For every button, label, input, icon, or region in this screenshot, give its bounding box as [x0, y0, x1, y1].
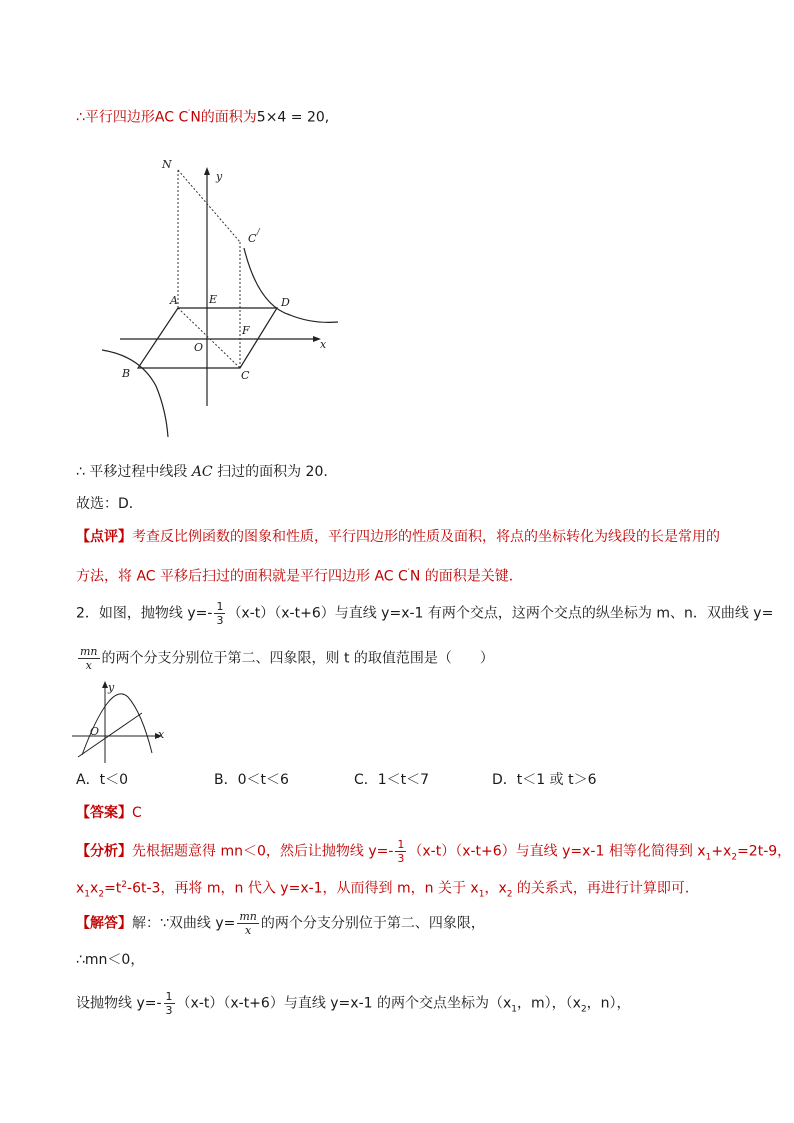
answer-tag: 【答案】: [76, 805, 132, 821]
choice-statement: 故选：D．: [76, 496, 143, 512]
prime: ′: [188, 109, 191, 119]
text: （x-t）（x-t+6）与直线 y=x-1 有两个交点，这两个交点的纵坐标为 m、n．双曲线 y=: [227, 605, 774, 622]
label-y: y: [108, 681, 115, 694]
comment-tag: 【点评】: [76, 529, 132, 545]
answer-value: C: [132, 805, 142, 821]
hyperbola-branch-2: [102, 350, 168, 437]
option-D[interactable]: D．t＜1 或 t＞6: [492, 772, 597, 788]
text: 的关系式，再进行计算即可．: [512, 880, 699, 897]
fraction-1-3: $\frac{1}{3}$: [397, 838, 405, 865]
sub-2: 2: [580, 1004, 587, 1015]
label-O: O: [90, 725, 100, 738]
conclusion-line: [76, 104, 329, 128]
answer-line: [76, 803, 142, 823]
comment-line-2: [76, 563, 523, 587]
solution-line-2: ∴mn＜0，: [76, 952, 145, 968]
text: =t: [104, 880, 122, 897]
question-2-line-1: [76, 600, 773, 627]
solution-line-1: [76, 910, 485, 937]
text: 扫过的面积为 20.: [217, 464, 328, 480]
label-D: D: [281, 296, 290, 309]
sub-1: 1: [511, 1004, 517, 1015]
area-statement: [76, 462, 328, 482]
text: 的面积为: [200, 109, 257, 126]
text: （x-t）（x-t+6）与直线 y=x-1 的两个交点坐标为（x: [176, 995, 512, 1012]
parallelogram-figure: [90, 150, 350, 450]
text: 解：∵双曲线 y=: [132, 915, 236, 932]
fraction-mn-x: $\frac{mn}{x}$: [80, 645, 98, 672]
text: x: [76, 880, 85, 897]
prime: ′: [407, 568, 410, 578]
text: ∴ 平移过程中线段: [76, 464, 188, 480]
comment-text: 考查反比例函数的图象和性质，平行四边形的性质及面积，将点的坐标转化为线段的长是常用的: [132, 529, 720, 545]
text: N 的面积是关键．: [409, 568, 523, 585]
formula: 5×4 = 20,: [256, 109, 330, 126]
analysis-line-2: [76, 875, 699, 904]
text: 先根据题意得 mn＜0，然后让抛物线 y=-: [132, 843, 394, 860]
text: 的两个分支分别位于第二、四象限，: [260, 915, 485, 932]
label-B: B: [122, 367, 131, 380]
label-x: x: [320, 338, 327, 351]
dotted-A-C: [178, 308, 240, 368]
sub-1: 1: [705, 852, 712, 863]
fraction-1-3: $\frac{1}{3}$: [216, 600, 224, 627]
parabola-line-figure: [70, 675, 180, 765]
option-B[interactable]: B．0＜t＜6: [214, 772, 289, 788]
text: 2．如图，抛物线 y=-: [76, 605, 213, 622]
text: 的两个分支分别位于第二、四象限，则 t 的取值范围是（ ）: [101, 650, 494, 667]
text: 设抛物线 y=-: [76, 995, 162, 1012]
text: +x: [711, 843, 732, 860]
text: AC C: [154, 109, 189, 126]
text: x: [90, 880, 99, 897]
text: -6t-3，再将 m，n 代入 y=x-1，从而得到 m，n 关于 x: [127, 880, 479, 897]
hyperbola-branch-1: [244, 248, 338, 322]
solution-line-3: [76, 990, 631, 1019]
text: 方法，将 AC 平移后扫过的面积就是平行四边形 AC C: [76, 568, 408, 585]
label-A: A: [170, 294, 178, 307]
sub-1: 1: [478, 889, 485, 900]
label-C-prime: C: [248, 232, 257, 245]
option-A[interactable]: A．t＜0: [76, 772, 128, 788]
text: ，m），（x: [517, 995, 581, 1012]
analysis-line-1: [76, 838, 791, 867]
line-y-x-1: [78, 713, 142, 757]
sub-2: 2: [731, 852, 738, 863]
text: N: [190, 109, 201, 126]
label-O: O: [194, 341, 204, 354]
sup-2: 2: [121, 880, 128, 890]
label-x: x: [158, 728, 165, 741]
fraction-1-3: $\frac{1}{3}$: [165, 990, 173, 1017]
label-y: y: [216, 170, 223, 183]
label-N: N: [162, 158, 172, 171]
label-F: F: [242, 324, 250, 337]
label-E: E: [209, 293, 218, 306]
label-prime: /: [257, 227, 260, 236]
label-C: C: [241, 369, 250, 382]
text: （x-t）（x-t+6）与直线 y=x-1 相等化简得到 x: [408, 843, 706, 860]
solution-tag: 【解答】: [76, 915, 132, 932]
options-row: [76, 770, 596, 790]
sub-2: 2: [98, 889, 105, 900]
analysis-tag: 【分析】: [76, 843, 132, 860]
fraction-mn-x: $\frac{mn}{x}$: [239, 910, 257, 937]
text: =2t-9，: [737, 843, 792, 860]
text: ，n），: [586, 995, 631, 1012]
question-2-line-2: [76, 645, 494, 672]
text: ∴平行四边形: [76, 109, 155, 126]
option-C[interactable]: C．1＜t＜7: [354, 772, 430, 788]
sub-1: 1: [84, 889, 91, 900]
y-axis-arrow: [204, 167, 210, 175]
dotted-N-C2: [178, 170, 240, 242]
sub-2: 2: [506, 889, 513, 900]
text: ，x: [484, 880, 507, 897]
comment-line-1: [76, 527, 720, 547]
segment-AC: AC: [191, 464, 213, 480]
